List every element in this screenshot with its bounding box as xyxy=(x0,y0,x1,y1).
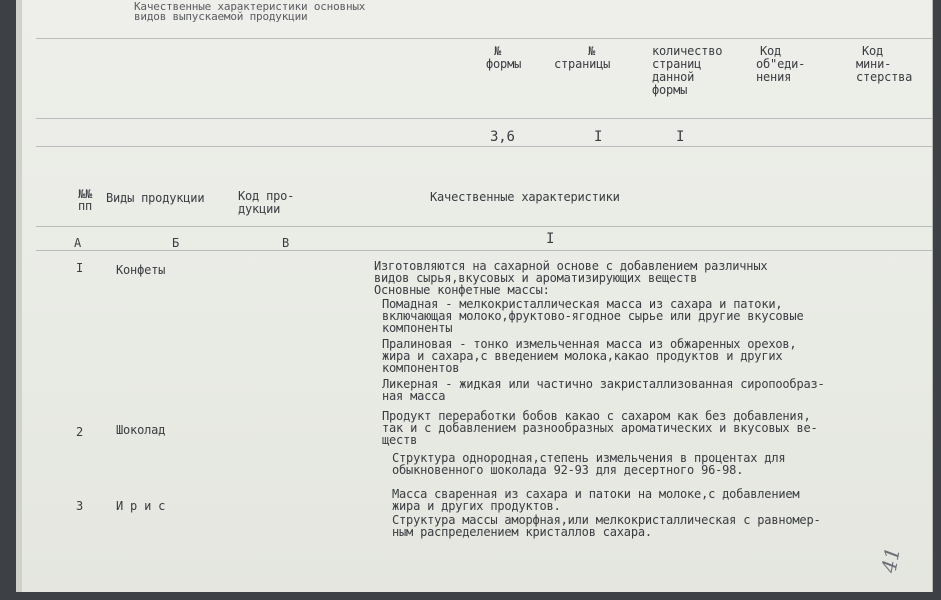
product-name: И р и с xyxy=(116,499,166,513)
col-union-3: нения xyxy=(756,70,792,84)
col-num-label: пп xyxy=(78,199,93,213)
col-number-one: I xyxy=(546,231,555,247)
description-line: ществ xyxy=(382,433,418,447)
page-number: 41 xyxy=(876,545,905,575)
rule-header-bottom xyxy=(36,226,932,227)
value-page-no: I xyxy=(594,129,603,145)
description-line: Масса сваренная из сахара и патоки на молоке,с добавлением xyxy=(392,487,800,501)
col-letter-v: В xyxy=(282,236,290,250)
value-page-count: I xyxy=(676,129,685,145)
description-line: Продукт переработки бобов какао с сахаром как без добавления, xyxy=(382,409,811,423)
rule-form-values-bottom xyxy=(36,146,932,147)
col-count-1: количество xyxy=(652,44,723,58)
col-page-no-sign: № xyxy=(588,44,596,58)
col-kind-header: Виды продукции xyxy=(106,191,205,205)
value-form-no: 3,6 xyxy=(490,129,515,145)
description-line: жира и других продуктов. xyxy=(392,499,561,513)
col-ministry-1: Код xyxy=(862,44,884,58)
description-line: включающая молоко,фруктово-ягодное сырье или другие вкусовые xyxy=(382,309,804,323)
col-form-no-label: формы xyxy=(486,57,522,71)
description-line: обыкновенного шоколада 92-93 для десертного 96-98. xyxy=(392,463,744,477)
col-ministry-2: мини- xyxy=(856,57,892,71)
col-num-sign: №№ xyxy=(78,187,93,201)
col-union-2: об"еди- xyxy=(756,57,806,71)
description-line: Помадная - мелкокристаллическая масса из сахара и патоки, xyxy=(382,297,783,311)
description-line: Основные конфетные массы: xyxy=(374,283,550,297)
binding-edge xyxy=(16,0,22,592)
col-letter-a: А xyxy=(74,236,82,250)
rule-top xyxy=(36,38,932,39)
description-line: ным распределением кристаллов сахара. xyxy=(392,525,652,539)
row-number: I xyxy=(76,261,84,275)
description-line: жира и сахара,с введением молока,какао продуктов и других xyxy=(382,349,783,363)
col-quality-header: Качественные характеристики xyxy=(430,190,620,204)
product-name: Шоколад xyxy=(116,423,166,437)
header-line-1: Качественные характеристики основных xyxy=(134,0,366,13)
col-code-header-1: Код про- xyxy=(238,189,295,203)
description-line: компонентов xyxy=(382,361,460,375)
rule-form-values-top xyxy=(36,118,932,119)
product-name: Конфеты xyxy=(116,263,166,277)
col-ministry-3: стерства xyxy=(856,70,913,84)
col-union-1: Код xyxy=(760,44,782,58)
description-line: Структура однородная,степень измельчения в процентах для xyxy=(392,451,786,465)
col-count-3: данной xyxy=(652,70,695,84)
col-form-no-sign: № xyxy=(494,44,502,58)
description-line: так и с добавлением разнообразных ароматических и вкусовых ве- xyxy=(382,421,818,435)
description-line: ная масса xyxy=(382,389,446,403)
document-page xyxy=(16,0,933,592)
rule-letters-bottom xyxy=(36,250,932,251)
col-count-4: формы xyxy=(652,83,688,97)
description-line: видов сырья,вкусовых и ароматизирующих веществ xyxy=(374,271,698,285)
col-code-header-2: дукции xyxy=(238,202,281,216)
row-number: 3 xyxy=(76,499,84,513)
row-number: 2 xyxy=(76,425,84,439)
description-line: Изготовляются на сахарной основе с добавлением различных xyxy=(374,259,768,273)
description-line: Структура массы аморфная,или мелкокристаллическая с равномер- xyxy=(392,513,821,527)
description-line: Пралиновая - тонко измельченная масса из обжаренных орехов, xyxy=(382,337,797,351)
col-page-no-label: страницы xyxy=(554,57,611,71)
col-letter-b: Б xyxy=(172,236,180,250)
header-line-2: видов выпускаемой продукции xyxy=(134,10,308,23)
col-count-2: страниц xyxy=(652,57,702,71)
description-line: Ликерная - жидкая или частично закристаллизованная сиропообраз- xyxy=(382,377,825,391)
description-line: компоненты xyxy=(382,321,453,335)
